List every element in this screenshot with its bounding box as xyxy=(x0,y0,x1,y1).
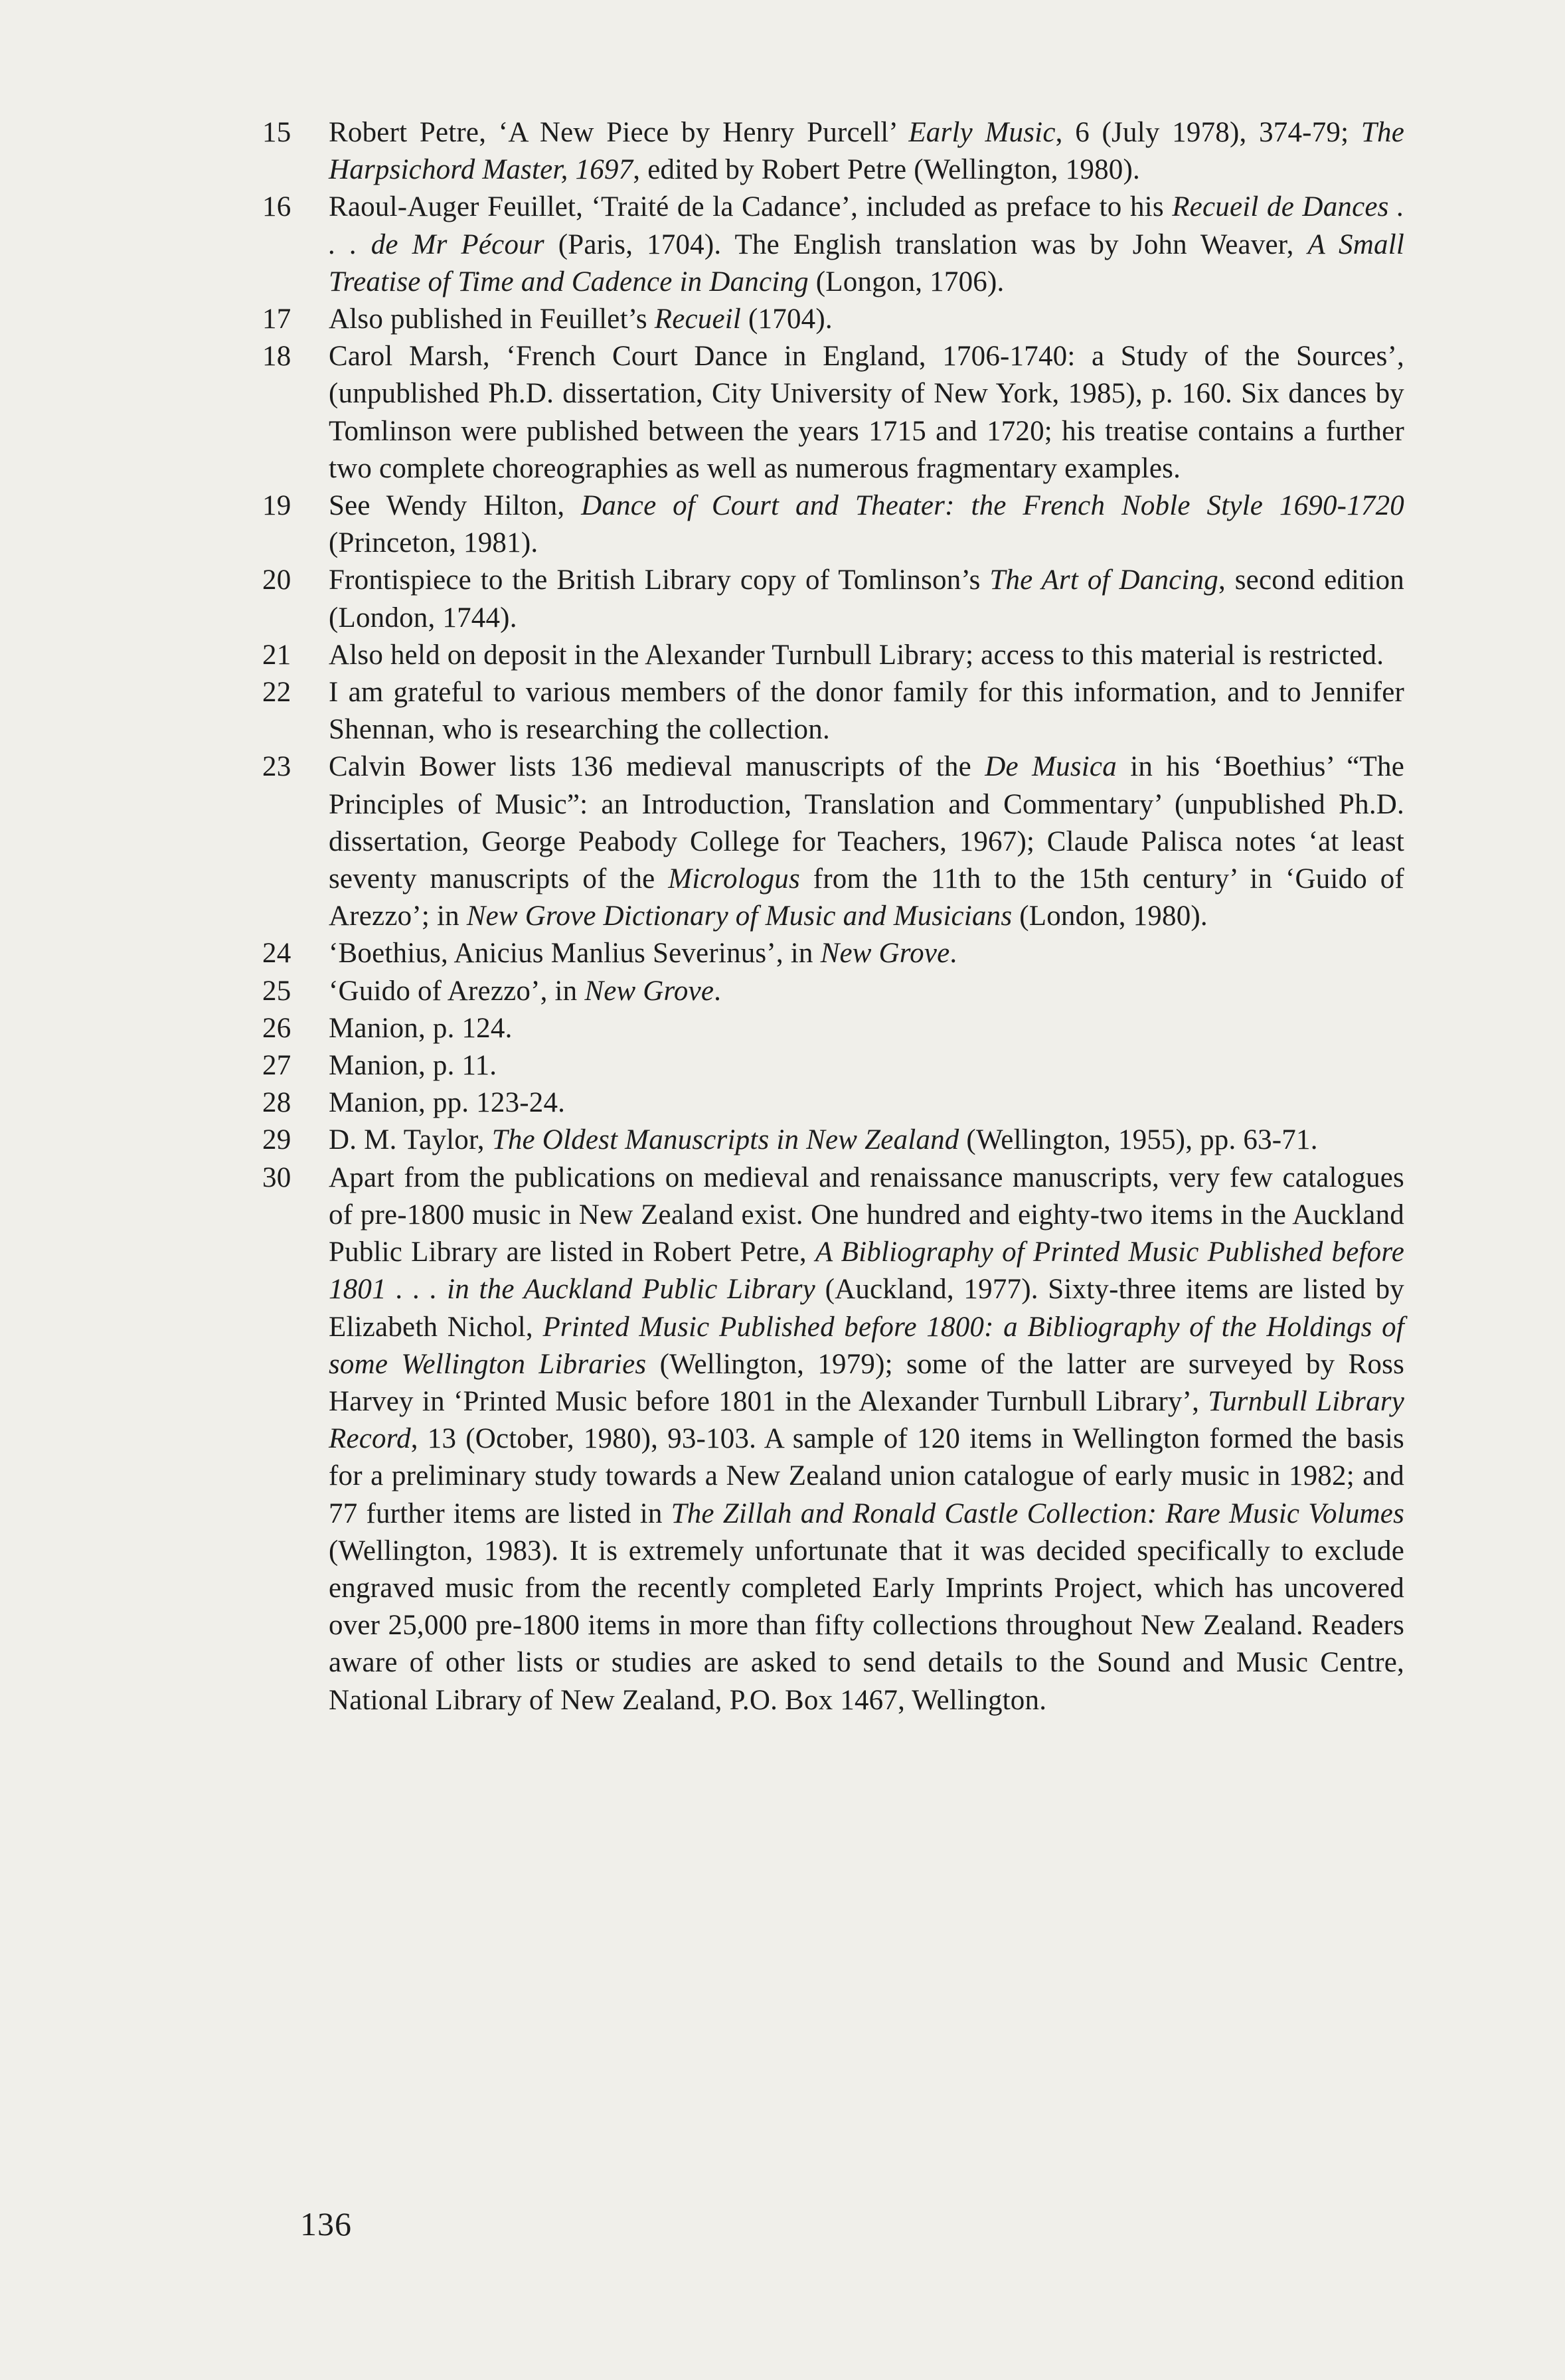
note-text-run: ‘Boethius, Anicius Manlius Severinus’, in xyxy=(329,938,821,970)
endnote-text xyxy=(329,938,957,969)
endnote-number: 22 xyxy=(262,677,291,709)
note-text-run: See Wendy Hilton, xyxy=(329,490,582,522)
note-text-run: Also held on deposit in the Alexander Turnbull Library; access to this material is restricted. xyxy=(329,639,1384,671)
endnote-number: 24 xyxy=(262,938,291,970)
italic-title: Micrologus xyxy=(668,863,800,895)
italic-title: Turnbull Library Record xyxy=(329,1385,1404,1455)
italic-title: The Zillah and Ronald Castle Collection: Rare Music Volumes xyxy=(671,1497,1404,1529)
note-text-run: Also published in Feuillet’s xyxy=(329,303,655,335)
endnote-number: 19 xyxy=(262,490,291,522)
endnote-text xyxy=(329,564,1404,633)
endnote-number: 30 xyxy=(262,1161,291,1193)
endnote xyxy=(262,1084,1404,1122)
endnote-text xyxy=(329,1087,565,1118)
note-text-run: (Auckland, 1977). Sixty-three items are listed by Elizabeth Nichol, xyxy=(329,1274,1405,1343)
note-text-run: , edited by Robert Petre (Wellington, 1980). xyxy=(633,154,1140,186)
note-text-run: Manion, p. 11. xyxy=(329,1050,497,1082)
endnote xyxy=(262,1159,1404,1719)
note-text-run: Robert Petre, ‘A New Piece by Henry Purcell’ xyxy=(329,117,909,148)
endnote-number: 16 xyxy=(262,191,291,223)
endnote-number: 20 xyxy=(262,564,291,596)
endnote xyxy=(262,301,1404,338)
endnote xyxy=(262,935,1404,972)
note-text-run: Raoul-Auger Feuillet, ‘Traité de la Cadance’, included as preface to his xyxy=(329,191,1173,223)
endnote xyxy=(262,1047,1404,1084)
endnote-number: 26 xyxy=(262,1012,291,1044)
note-text-run: in his ‘Boethius’ “The Principles of Music”: an Introduction, Translation and Commentary’ (unpublished Ph.D. dissertation, George Peabody College for Teachers, 1967); Claude Palisca notes ‘at least seventy manuscripts of the xyxy=(329,751,1404,895)
italic-title: The Art of Dancing xyxy=(989,564,1218,596)
endnote xyxy=(262,487,1404,562)
italic-title: Recueil de Dances . . . de Mr Pécour xyxy=(329,191,1405,260)
italic-title: A Bibliography of Printed Music Published before 1801 . . . in the Auckland Public Library xyxy=(329,1236,1404,1306)
endnote xyxy=(262,189,1404,301)
endnote-text xyxy=(329,117,1404,185)
note-text-run: (Paris, 1704). The English translation was by John Weaver, xyxy=(544,228,1308,260)
note-text-run: , second edition (London, 1744). xyxy=(329,564,1404,634)
endnote xyxy=(262,562,1404,636)
endnote-number: 27 xyxy=(262,1050,291,1082)
italic-title: New Grove Dictionary of Music and Musicians xyxy=(466,900,1013,932)
note-text-run: (London, 1980). xyxy=(1012,900,1208,932)
italic-title: The Oldest Manuscripts in New Zealand xyxy=(491,1124,959,1156)
note-text-run: (Wellington, 1955), pp. 63-71. xyxy=(959,1124,1318,1156)
note-text-run: Carol Marsh, ‘French Court Dance in England, 1706-1740: a Study of the Sources’, (unpublished Ph.D. dissertation, City University of New York, 1985), p. 160. Six dances by Tomlinson were published between the years 1715 and 1720; his treatise contains a further two complete choreographies as well as numerous fragmentary examples. xyxy=(329,341,1404,484)
note-text-run: . xyxy=(714,975,722,1007)
note-text-run: I am grateful to various members of the donor family for this information, and to Jennifer Shennan, who is researching the collection. xyxy=(329,677,1404,746)
italic-title: New Grove xyxy=(584,975,714,1007)
note-text-run: , 6 (July 1978), 374-79; xyxy=(1055,117,1361,148)
endnote-text xyxy=(329,490,1404,558)
endnote-number: 25 xyxy=(262,975,291,1007)
note-text-run: Manion, pp. 123-24. xyxy=(329,1087,566,1119)
endnote xyxy=(262,1122,1404,1159)
endnote-number: 29 xyxy=(262,1124,291,1156)
note-text-run: Apart from the publications on medieval and renaissance manuscripts, very few catalogues of pre-1800 music in New Zealand exist. One hundred and eighty-two items in the Auckland Public Library are listed in Robert Petre, xyxy=(329,1161,1404,1268)
note-text-run: (Wellington, 1983). It is extremely unfortunate that it was decided specifically to exclude engraved music from the recently completed Early Imprints Project, which has uncovered over 25,000 pre-1800 items in more than fifty collections throughout New Zealand. Readers aware of other lists or studies are asked to send details to the Sound and Music Centre, National Library of New Zealand, P.O. Box 1467, Wellington. xyxy=(329,1535,1404,1716)
italic-title: A Small Treatise of Time and Cadence in Dancing xyxy=(329,228,1404,298)
endnote xyxy=(262,973,1404,1010)
endnotes-list xyxy=(262,114,1404,1719)
endnote-text xyxy=(329,751,1404,932)
endnote xyxy=(262,674,1404,748)
endnote-text xyxy=(329,1162,1404,1716)
note-text-run: Frontispiece to the British Library copy of Tomlinson’s xyxy=(329,564,990,596)
endnote-text xyxy=(329,639,1384,671)
endnote-text xyxy=(329,341,1404,484)
endnote-number: 15 xyxy=(262,117,291,148)
endnote-text xyxy=(329,976,721,1007)
note-text-run: Manion, p. 124. xyxy=(329,1012,513,1044)
endnote-number: 21 xyxy=(262,639,291,671)
endnote-text xyxy=(329,677,1404,745)
endnote-text xyxy=(329,1050,497,1081)
endnote xyxy=(262,1010,1404,1047)
note-text-run: (Longon, 1706). xyxy=(808,266,1005,298)
endnote-number: 23 xyxy=(262,751,291,783)
endnote-text xyxy=(329,191,1404,297)
endnote xyxy=(262,748,1404,935)
note-text-run: (1704). xyxy=(741,303,833,335)
note-text-run: ‘Guido of Arezzo’, in xyxy=(329,975,585,1007)
italic-title: Dance of Court and Theater: the French Noble Style 1690-1720 xyxy=(581,490,1405,522)
italic-title: Printed Music Published before 1800: a Bibliography of the Holdings of some Wellington Libraries xyxy=(329,1311,1404,1380)
endnote-number: 28 xyxy=(262,1087,291,1119)
note-text-run: from the 11th to the 15th century’ in ‘Guido of Arezzo’; in xyxy=(329,863,1404,932)
italic-title: De Musica xyxy=(985,751,1117,783)
note-text-run: (Wellington, 1979); some of the latter are surveyed by Ross Harvey in ‘Printed Music before 1801 in the Alexander Turnbull Library’, xyxy=(329,1348,1404,1417)
endnote-number: 17 xyxy=(262,303,291,335)
note-text-run: . xyxy=(949,938,957,970)
note-text-run: D. M. Taylor, xyxy=(329,1124,492,1156)
endnote-text xyxy=(329,1013,513,1044)
endnote xyxy=(262,338,1404,487)
note-text-run: (Princeton, 1981). xyxy=(329,527,538,559)
endnote-text xyxy=(329,1124,1318,1155)
note-text-run: Calvin Bower lists 136 medieval manuscripts of the xyxy=(329,751,985,783)
italic-title: New Grove xyxy=(820,938,950,970)
italic-title: Recueil xyxy=(654,303,742,335)
italic-title: Early Music xyxy=(908,117,1056,148)
endnote xyxy=(262,114,1404,189)
page-number: 136 xyxy=(300,2205,352,2243)
note-text-run: , 13 (October, 1980), 93-103. A sample of 120 items in Wellington formed the basis for a preliminary study towards a New Zealand union catalogue of early music in 1982; and 77 further items are listed in xyxy=(329,1423,1404,1529)
endnote xyxy=(262,637,1404,674)
endnote-text xyxy=(329,303,833,335)
endnote-number: 18 xyxy=(262,341,291,373)
italic-title: The Harpsichord Master, 1697 xyxy=(329,117,1404,186)
